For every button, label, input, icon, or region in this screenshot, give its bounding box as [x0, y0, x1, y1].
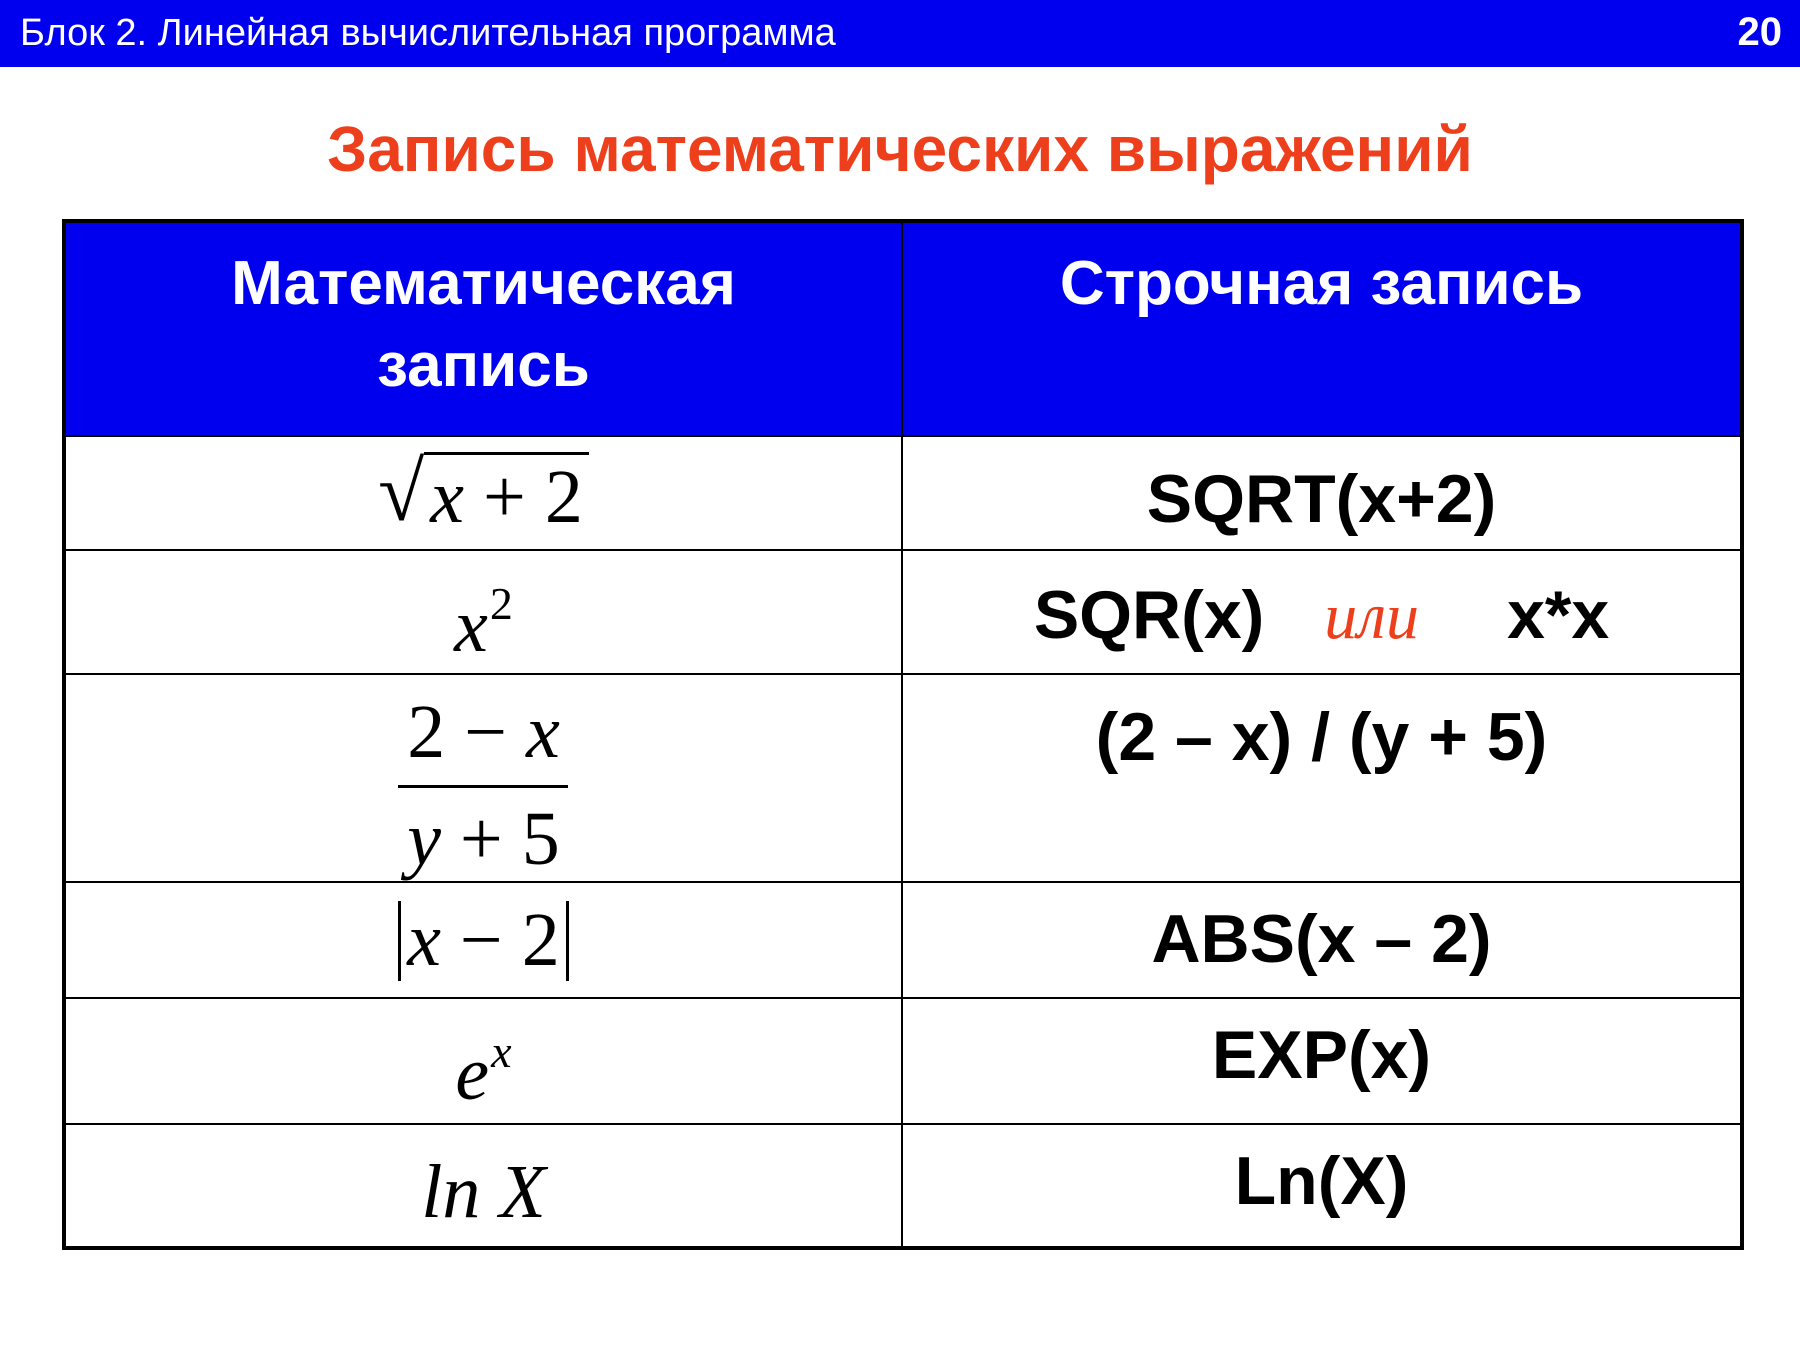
math-expression-exp [66, 999, 901, 1118]
fraction [397, 691, 570, 881]
column-header-code-label: Строчная запись [1059, 249, 1584, 318]
or-word: или [1324, 580, 1420, 653]
table-row [64, 674, 1742, 882]
math-cell [64, 882, 902, 998]
code-cell [902, 550, 1742, 674]
block-title: Блок 2. Линейная вычислительная программа [20, 12, 836, 54]
var-x: x [430, 455, 464, 539]
code-expression: (2 – x) / (y + 5) [1095, 699, 1548, 775]
numerator [397, 691, 570, 775]
table-row [64, 998, 1742, 1124]
var-y: y [407, 796, 441, 881]
table-row [64, 882, 1742, 998]
var-x: x [407, 898, 441, 983]
minus-sign: − [459, 898, 503, 983]
code-cell [902, 1124, 1742, 1248]
math-expression-square [66, 551, 901, 670]
table-row [64, 436, 1742, 550]
code-sqr: SQR(x) [1033, 577, 1265, 653]
var-X: X [499, 1150, 546, 1235]
plus-sign: + [459, 796, 503, 881]
page-number: 20 [1737, 10, 1782, 54]
math-expression-fraction [66, 675, 901, 881]
var-x: x [454, 584, 488, 668]
math-expression-sqrt [66, 437, 901, 539]
table-row [64, 550, 1742, 674]
plus-sign: + [482, 455, 526, 539]
page-title: Запись математических выражений [327, 113, 1473, 185]
column-header-code [902, 221, 1742, 436]
math-cell [64, 436, 902, 550]
table-row [64, 1124, 1742, 1248]
expressions-table [62, 219, 1744, 1250]
code-expression: Ln(X) [1234, 1143, 1409, 1220]
number-5: 5 [521, 796, 560, 881]
number-2: 2 [521, 898, 560, 983]
code-cell [902, 674, 1742, 882]
top-bar [0, 0, 1800, 67]
fraction-bar [398, 785, 568, 788]
absolute-value [398, 898, 569, 983]
math-cell [64, 550, 902, 674]
code-cell [902, 436, 1742, 550]
sqrt-symbol: √ [378, 446, 425, 539]
number-2: 2 [544, 455, 583, 539]
exponent-x: x [491, 1026, 512, 1078]
code-x-times-x: x*x [1507, 577, 1610, 653]
column-header-math-label: Математическая запись [231, 249, 736, 400]
minus-sign: − [464, 690, 508, 774]
math-cell [64, 674, 902, 882]
math-cell [64, 1124, 902, 1248]
math-cell [64, 998, 902, 1124]
column-header-math [64, 221, 902, 436]
code-cell [902, 998, 1742, 1124]
exponent-2: 2 [489, 578, 513, 629]
number-2: 2 [407, 690, 446, 774]
radicand [424, 452, 589, 539]
var-e: e [455, 1032, 490, 1117]
sqrt-expression [378, 446, 589, 539]
code-expression [903, 551, 1740, 653]
code-expression: SQRT(x+2) [1146, 461, 1497, 537]
var-x: x [526, 690, 560, 774]
denominator [397, 798, 570, 882]
ln-function: ln [421, 1150, 481, 1235]
math-expression-abs [66, 883, 901, 984]
code-cell [902, 882, 1742, 998]
table-header-row [64, 221, 1742, 436]
code-expression: ABS(x – 2) [1151, 901, 1492, 978]
code-expression: EXP(x) [1211, 1017, 1432, 1094]
math-expression-ln [66, 1125, 901, 1236]
